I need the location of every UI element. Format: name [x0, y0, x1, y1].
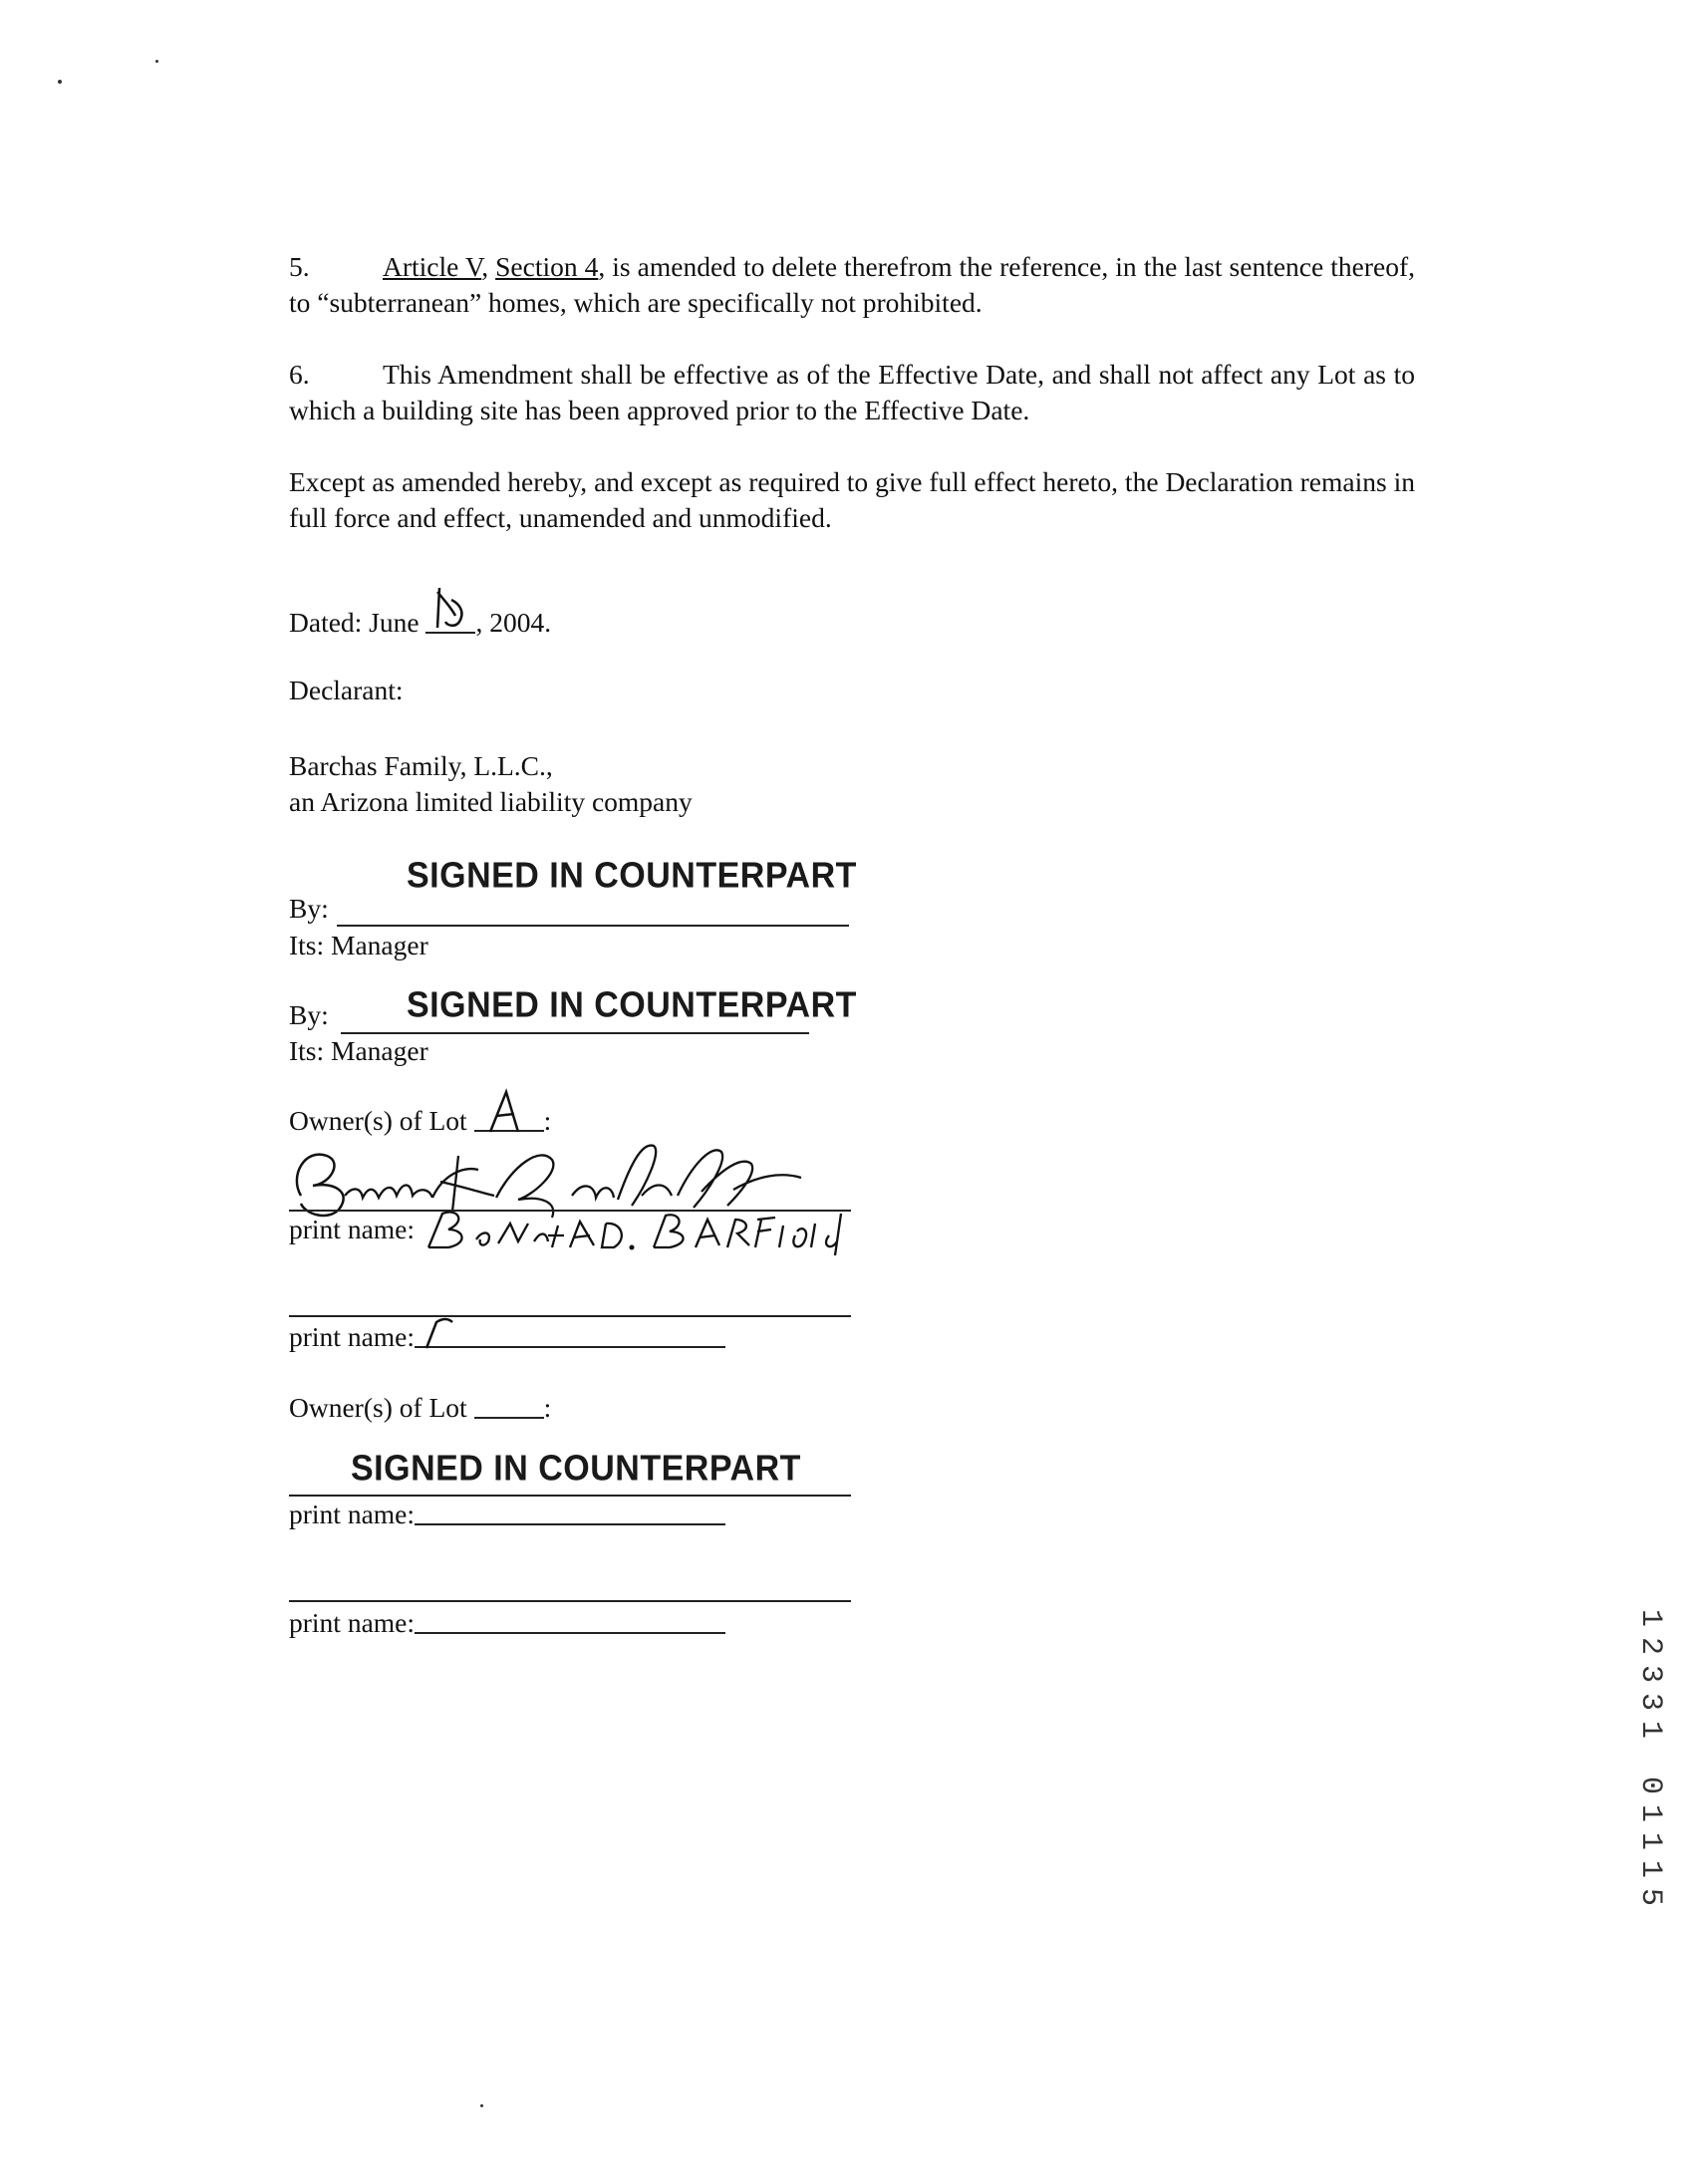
print-name-row-4: print name: — [289, 1606, 725, 1640]
company-name: Barchas Family, L.L.C., — [289, 750, 553, 781]
counterpart-stamp-1: SIGNED IN COUNTERPART — [407, 856, 857, 896]
handwritten-stroke — [419, 1314, 458, 1354]
print-name-blank-2 — [415, 1320, 725, 1348]
recording-number-digit — [1636, 1744, 1664, 1772]
paragraph-except: Except as amended hereby, and except as required to give full effect hereto, the Declaration remains in full force and effect, unamended and unmodified. — [289, 466, 1415, 533]
lot-number-blank-2 — [474, 1391, 544, 1419]
its-manager-2: Its: Manager — [289, 1035, 428, 1066]
recording-number-digit: 1 — [1633, 1859, 1667, 1878]
counterpart-stamp-2: SIGNED IN COUNTERPART — [407, 985, 857, 1025]
owner-signature-line-4 — [289, 1600, 851, 1602]
company-description: an Arizona limited liability company — [289, 786, 693, 817]
owners-of-lot-2: Owner(s) of Lot : — [289, 1392, 552, 1423]
signature-line-1 — [337, 925, 849, 927]
owner-signature-line-2 — [289, 1315, 851, 1317]
paragraph-6: 6. This Amendment shall be effective as of the Effective Date, and shall not affect any Lot as to which a building site has been approved prior to the Effective Date. — [289, 359, 1415, 425]
recording-number-digit: 0 — [1633, 1775, 1667, 1794]
recording-number-digit: 3 — [1633, 1664, 1667, 1683]
recording-number-digit: 1 — [1633, 1720, 1667, 1739]
print-name-row-3: print name: — [289, 1498, 725, 1531]
handwritten-day-mark — [425, 582, 475, 634]
recording-number-digit: 5 — [1633, 1887, 1667, 1906]
owners-of-lot-1: Owner(s) of Lot : — [289, 1104, 551, 1138]
recording-number — [1633, 1604, 1667, 1911]
recording-number-digit: 3 — [1633, 1692, 1667, 1711]
declarant-label: Declarant: — [289, 675, 404, 705]
print-name-blank-4 — [415, 1606, 725, 1634]
recording-number-digit: 2 — [1633, 1636, 1667, 1655]
print-name-blank-3 — [415, 1498, 725, 1525]
by-label-2: By: — [289, 999, 329, 1030]
scan-speck — [58, 80, 62, 84]
its-manager-1: Its: Manager — [289, 930, 428, 960]
owner-signature-line-3 — [289, 1495, 851, 1497]
recording-number-digit: 1 — [1633, 1831, 1667, 1850]
recording-number-digit: 1 — [1633, 1608, 1667, 1627]
recording-number-digit: 1 — [1633, 1803, 1667, 1822]
dated-line: Dated: June , 2004. — [289, 606, 551, 640]
print-name-row-2: print name: — [289, 1320, 725, 1354]
article-reference: Article V — [383, 251, 482, 282]
scan-speck — [480, 2104, 483, 2107]
scan-speck — [155, 60, 158, 63]
by-label-1: By: — [289, 893, 329, 924]
paragraph-5: 5. Article V, Section 4, is amended to delete therefrom the reference, in the last sentence thereof, to “subterranean” homes, which are specifically not prohibited. — [289, 251, 1415, 318]
counterpart-stamp-3: SIGNED IN COUNTERPART — [351, 1449, 801, 1489]
print-name-label-1: print name: — [289, 1214, 416, 1244]
section-reference: Section 4 — [495, 251, 599, 282]
handwritten-printed-name — [419, 1196, 897, 1265]
date-blank — [425, 606, 475, 634]
